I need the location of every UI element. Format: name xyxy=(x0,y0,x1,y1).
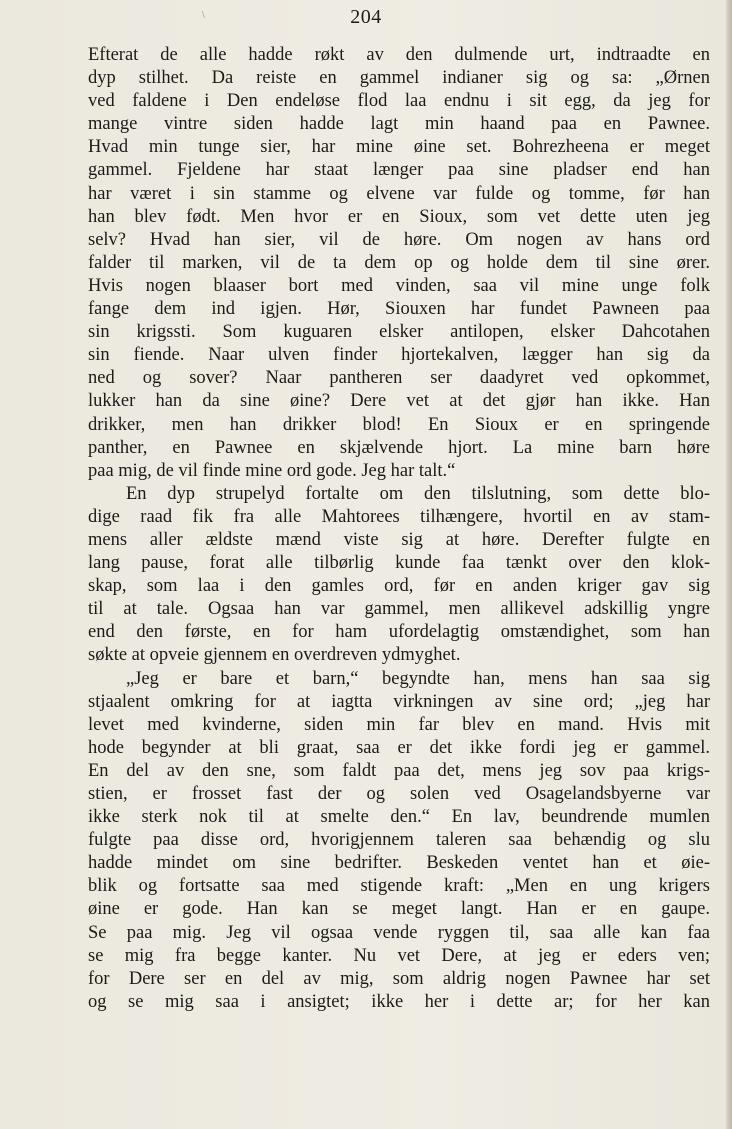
text-line: for Dere ser en del av mig, som aldrig nogen Pawnee har set xyxy=(88,968,710,989)
corner-mark: \ xyxy=(202,10,205,21)
text-line: „Jeg er bare et barn,“ begyndte han, mens han saa sig xyxy=(126,668,710,689)
text-line: Se paa mig. Jeg vil ogsaa vende ryggen til, saa alle kan faa xyxy=(88,922,710,943)
text-line: stjaalent omkring for at iagtta virkningen av sine ord; „jeg har xyxy=(88,691,710,712)
text-line: En dyp strupelyd fortalte om den tilslutning, som dette blo- xyxy=(126,483,710,504)
text-line: fange dem ind igjen. Hør, Siouxen har fundet Pawneen paa xyxy=(88,299,710,320)
text-line: søkte at opveie gjennem en overdreven ydmyghet. xyxy=(88,645,461,666)
text-line: han blev født. Men hvor er en Sioux, som vet dette uten jeg xyxy=(88,206,710,227)
text-line: drikker, men han drikker blod! En Sioux er en springende xyxy=(88,414,710,435)
page-number: 204 xyxy=(350,6,382,28)
text-line: ved faldene i Den endeløse flod laa endnu i sit egg, da jeg for xyxy=(88,91,710,112)
text-line: dige raad fik fra alle Mahtorees tilhængere, hvortil en av stam- xyxy=(88,506,710,527)
text-line: levet med kvinderne, siden min far blev en mand. Hvis mit xyxy=(88,714,710,735)
text-line: øine er gode. Han kan se meget langt. Han er en gaupe. xyxy=(88,899,710,920)
page-edge xyxy=(726,0,732,1129)
text-line: og se mig saa i ansigtet; ikke her i dette ar; for her kan xyxy=(88,991,710,1012)
text-line: sin fiende. Naar ulven finder hjortekalven, lægger han sig da xyxy=(88,345,710,366)
text-line: hadde mindet om sine bedrifter. Beskeden ventet han et øie- xyxy=(88,853,710,874)
text-line: fulgte paa disse ord, hvorigjennem taleren saa behændig og slu xyxy=(88,830,710,851)
text-line: blik og fortsatte saa med stigende kraft: „Men en ung krigers xyxy=(88,876,710,897)
text-line: falder til marken, vil de ta dem op og holde dem til sine ører. xyxy=(88,252,710,273)
text-line: lukker han da sine øine? Dere vet at det gjør han ikke. Han xyxy=(88,391,710,412)
text-line: Hvad min tunge sier, har mine øine set. Bohrezheena er meget xyxy=(88,137,710,158)
body-text xyxy=(88,44,710,1014)
text-line: end den første, en for ham ufordelagtig omstændighet, som han xyxy=(88,622,710,643)
text-line: skap, som laa i den gamles ord, før en anden kriger gav sig xyxy=(88,576,710,597)
text-line: selv? Hvad han sier, vil de høre. Om nogen av hans ord xyxy=(88,229,710,250)
text-line: mens aller ældste mænd viste sig at høre. Derefter fulgte en xyxy=(88,529,710,550)
text-line: Hvis nogen blaaser bort med vinden, saa vil mine unge folk xyxy=(88,275,710,296)
text-line: har været i sin stamme og elvene var fulde og tomme, før han xyxy=(88,183,710,204)
text-line: dyp stilhet. Da reiste en gammel indianer sig og sa: „Ørnen xyxy=(88,68,710,89)
text-line: panther, en Pawnee en skjælvende hjort. La mine barn høre xyxy=(88,437,710,458)
text-line: sin krigssti. Som kuguaren elsker antilopen, elsker Dahcotahen xyxy=(88,322,710,343)
text-line: se mig fra begge kanter. Nu vet Dere, at jeg er eders ven; xyxy=(88,945,710,966)
text-line: Efterat de alle hadde røkt av den dulmende urt, indtraadte en xyxy=(88,45,710,65)
text-line: lang pause, forat alle tilbørlig kunde faa tænkt over den klok- xyxy=(88,553,710,574)
text-line: En del av den sne, som faldt paa det, mens jeg sov paa krigs- xyxy=(88,760,710,781)
text-line: til at tale. Ogsaa han var gammel, men allikevel adskillig yngre xyxy=(88,599,710,620)
text-line: hode begynder at bli graat, saa er det ikke fordi jeg er gammel. xyxy=(88,737,710,758)
text-line: mange vintre siden hadde lagt min haand paa en Pawnee. xyxy=(88,114,710,135)
text-line: paa mig, de vil finde mine ord gode. Jeg har talt.“ xyxy=(88,460,456,481)
text-line: ikke sterk nok til at smelte den.“ En lav, beundrende mumlen xyxy=(88,807,710,828)
text-line: ned og sover? Naar pantheren ser daadyret ved opkommet, xyxy=(88,368,710,389)
text-line: stien, er frosset fast der og solen ved Osagelandsbyerne var xyxy=(88,784,710,804)
text-line: gammel. Fjeldene har staat længer paa sine pladser end han xyxy=(88,160,710,181)
